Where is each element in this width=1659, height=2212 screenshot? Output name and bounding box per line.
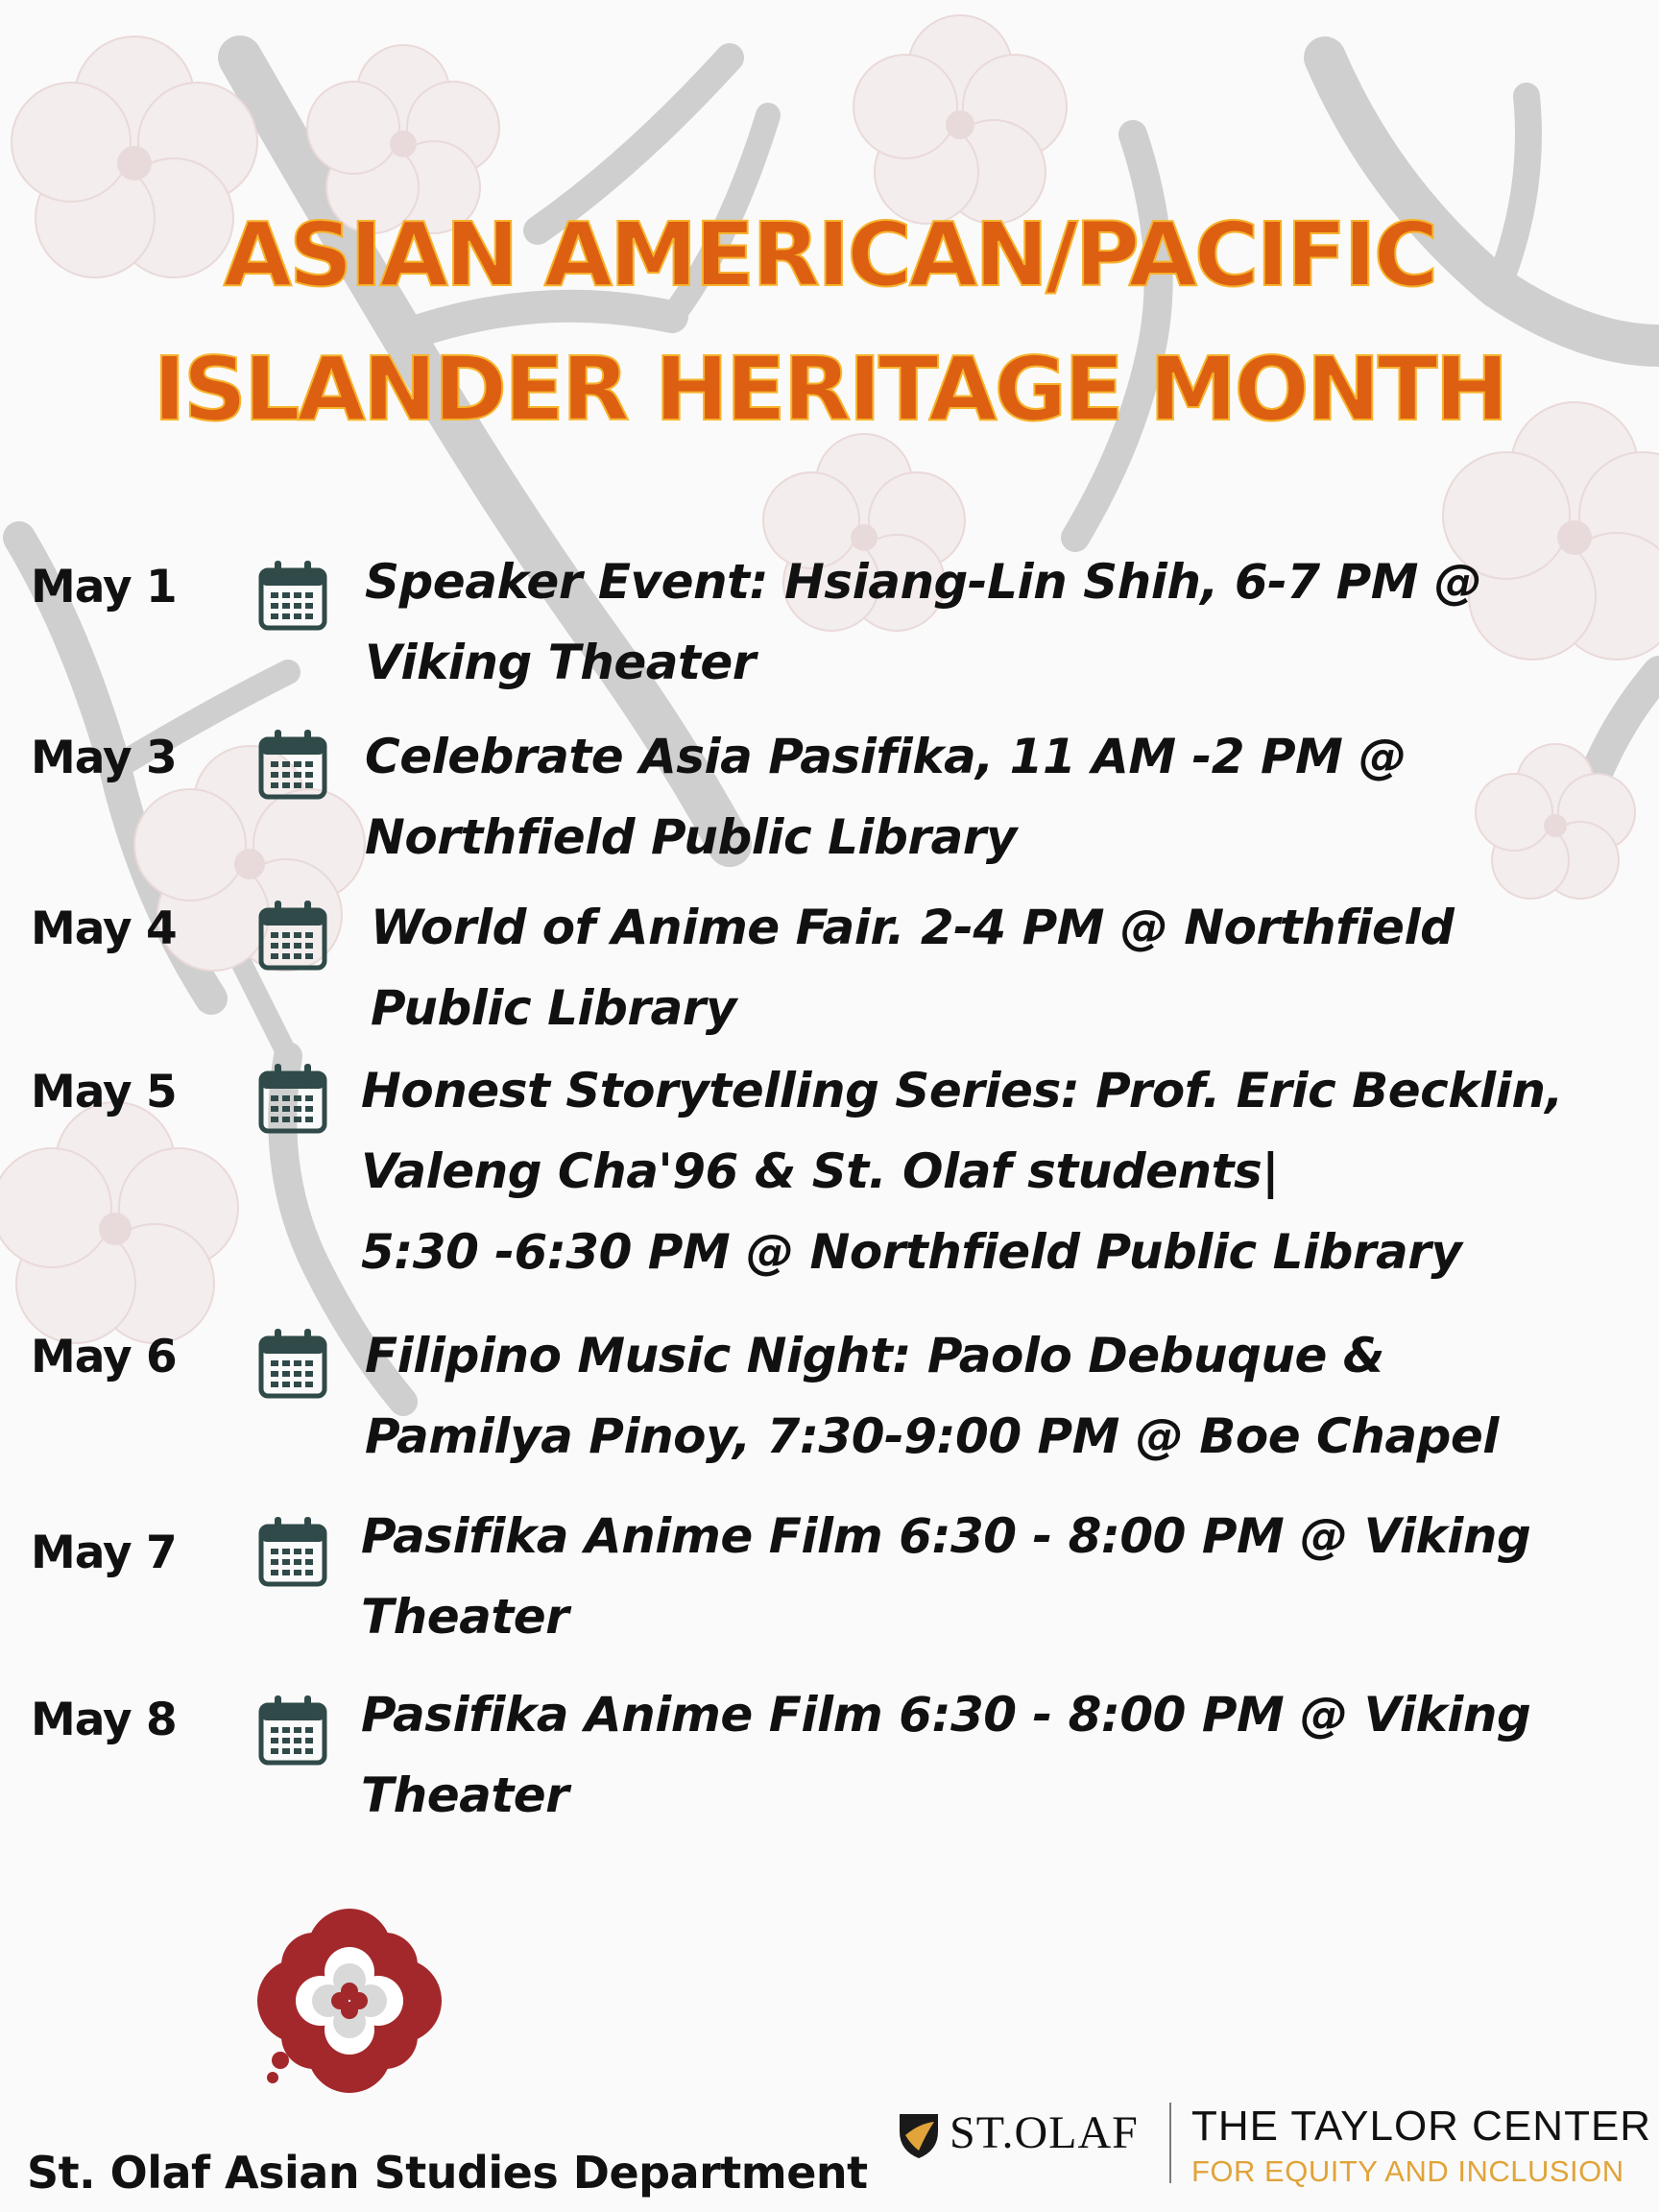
event-line: Filipino Music Night: Paolo Debuque & [365, 1328, 1384, 1383]
event-line: Theater [361, 1589, 569, 1645]
calendar-icon [257, 1694, 328, 1767]
event-item [0, 893, 1659, 1066]
taylor-center-subtitle: FOR EQUITY AND INCLUSION [1191, 2154, 1624, 2188]
event-line: Pasifika Anime Film 6:30 - 8:00 PM @ Viking [361, 1508, 1531, 1564]
calendar-icon [257, 728, 328, 801]
event-item [0, 1321, 1659, 1494]
event-date: May 7 [31, 1527, 177, 1579]
partner-logos [898, 2103, 1652, 2189]
event-line: Valeng Cha'96 & St. Olaf students| [361, 1143, 1280, 1199]
page-title [0, 188, 1659, 457]
department-name: St. Olaf Asian Studies Department [27, 2147, 868, 2199]
event-description [361, 1050, 1609, 1292]
event-line: Speaker Event: Hsiang-Lin Shih, 6-7 PM @ [365, 554, 1482, 610]
event-line: Pasifika Anime Film 6:30 - 8:00 PM @ Viking [361, 1687, 1531, 1743]
event-line: Honest Storytelling Series: Prof. Eric Becklin, [361, 1063, 1563, 1118]
title-line-1: ASIAN AMERICAN/PACIFIC [223, 204, 1436, 306]
event-line: Pamilya Pinoy, 7:30-9:00 PM @ Boe Chapel [365, 1408, 1499, 1464]
event-line: Celebrate Asia Pasifika, 11 AM -2 PM @ [365, 729, 1407, 784]
event-description [371, 887, 1619, 1048]
calendar-icon [257, 1515, 328, 1588]
event-date: May 1 [31, 561, 177, 613]
event-item [0, 1056, 1659, 1296]
event-line: Northfield Public Library [365, 809, 1018, 865]
shield-logo [898, 2110, 940, 2160]
event-line: Viking Theater [365, 635, 756, 690]
event-line: Theater [361, 1767, 569, 1823]
event-date: May 3 [31, 732, 177, 784]
event-line: World of Anime Fair. 2-4 PM @ Northfield [371, 900, 1455, 955]
event-date: May 5 [31, 1066, 177, 1118]
event-line: Public Library [371, 980, 737, 1036]
event-description [365, 716, 1613, 878]
event-description [365, 1315, 1613, 1477]
event-item [0, 551, 1659, 724]
flower-logo [253, 1905, 445, 2097]
event-item [0, 1507, 1659, 1680]
event-item [0, 1686, 1659, 1859]
event-date: May 4 [31, 902, 177, 955]
calendar-icon [257, 899, 328, 972]
event-line: 5:30 -6:30 PM @ Northfield Public Library [361, 1224, 1462, 1280]
stolaf-wordmark: ST.OLAF [950, 2107, 1139, 2158]
title-line-2: ISLANDER HERITAGE MONTH [153, 338, 1506, 441]
calendar-icon [257, 1062, 328, 1135]
taylor-center-name: THE TAYLOR CENTER [1191, 2103, 1652, 2150]
calendar-icon [257, 1327, 328, 1400]
event-date: May 6 [31, 1331, 177, 1383]
event-date: May 8 [31, 1694, 177, 1746]
event-item [0, 722, 1659, 895]
calendar-icon [257, 559, 328, 632]
event-description [361, 1674, 1609, 1836]
event-description [361, 1496, 1609, 1657]
logo-divider [1169, 2103, 1171, 2183]
event-description [365, 541, 1613, 703]
